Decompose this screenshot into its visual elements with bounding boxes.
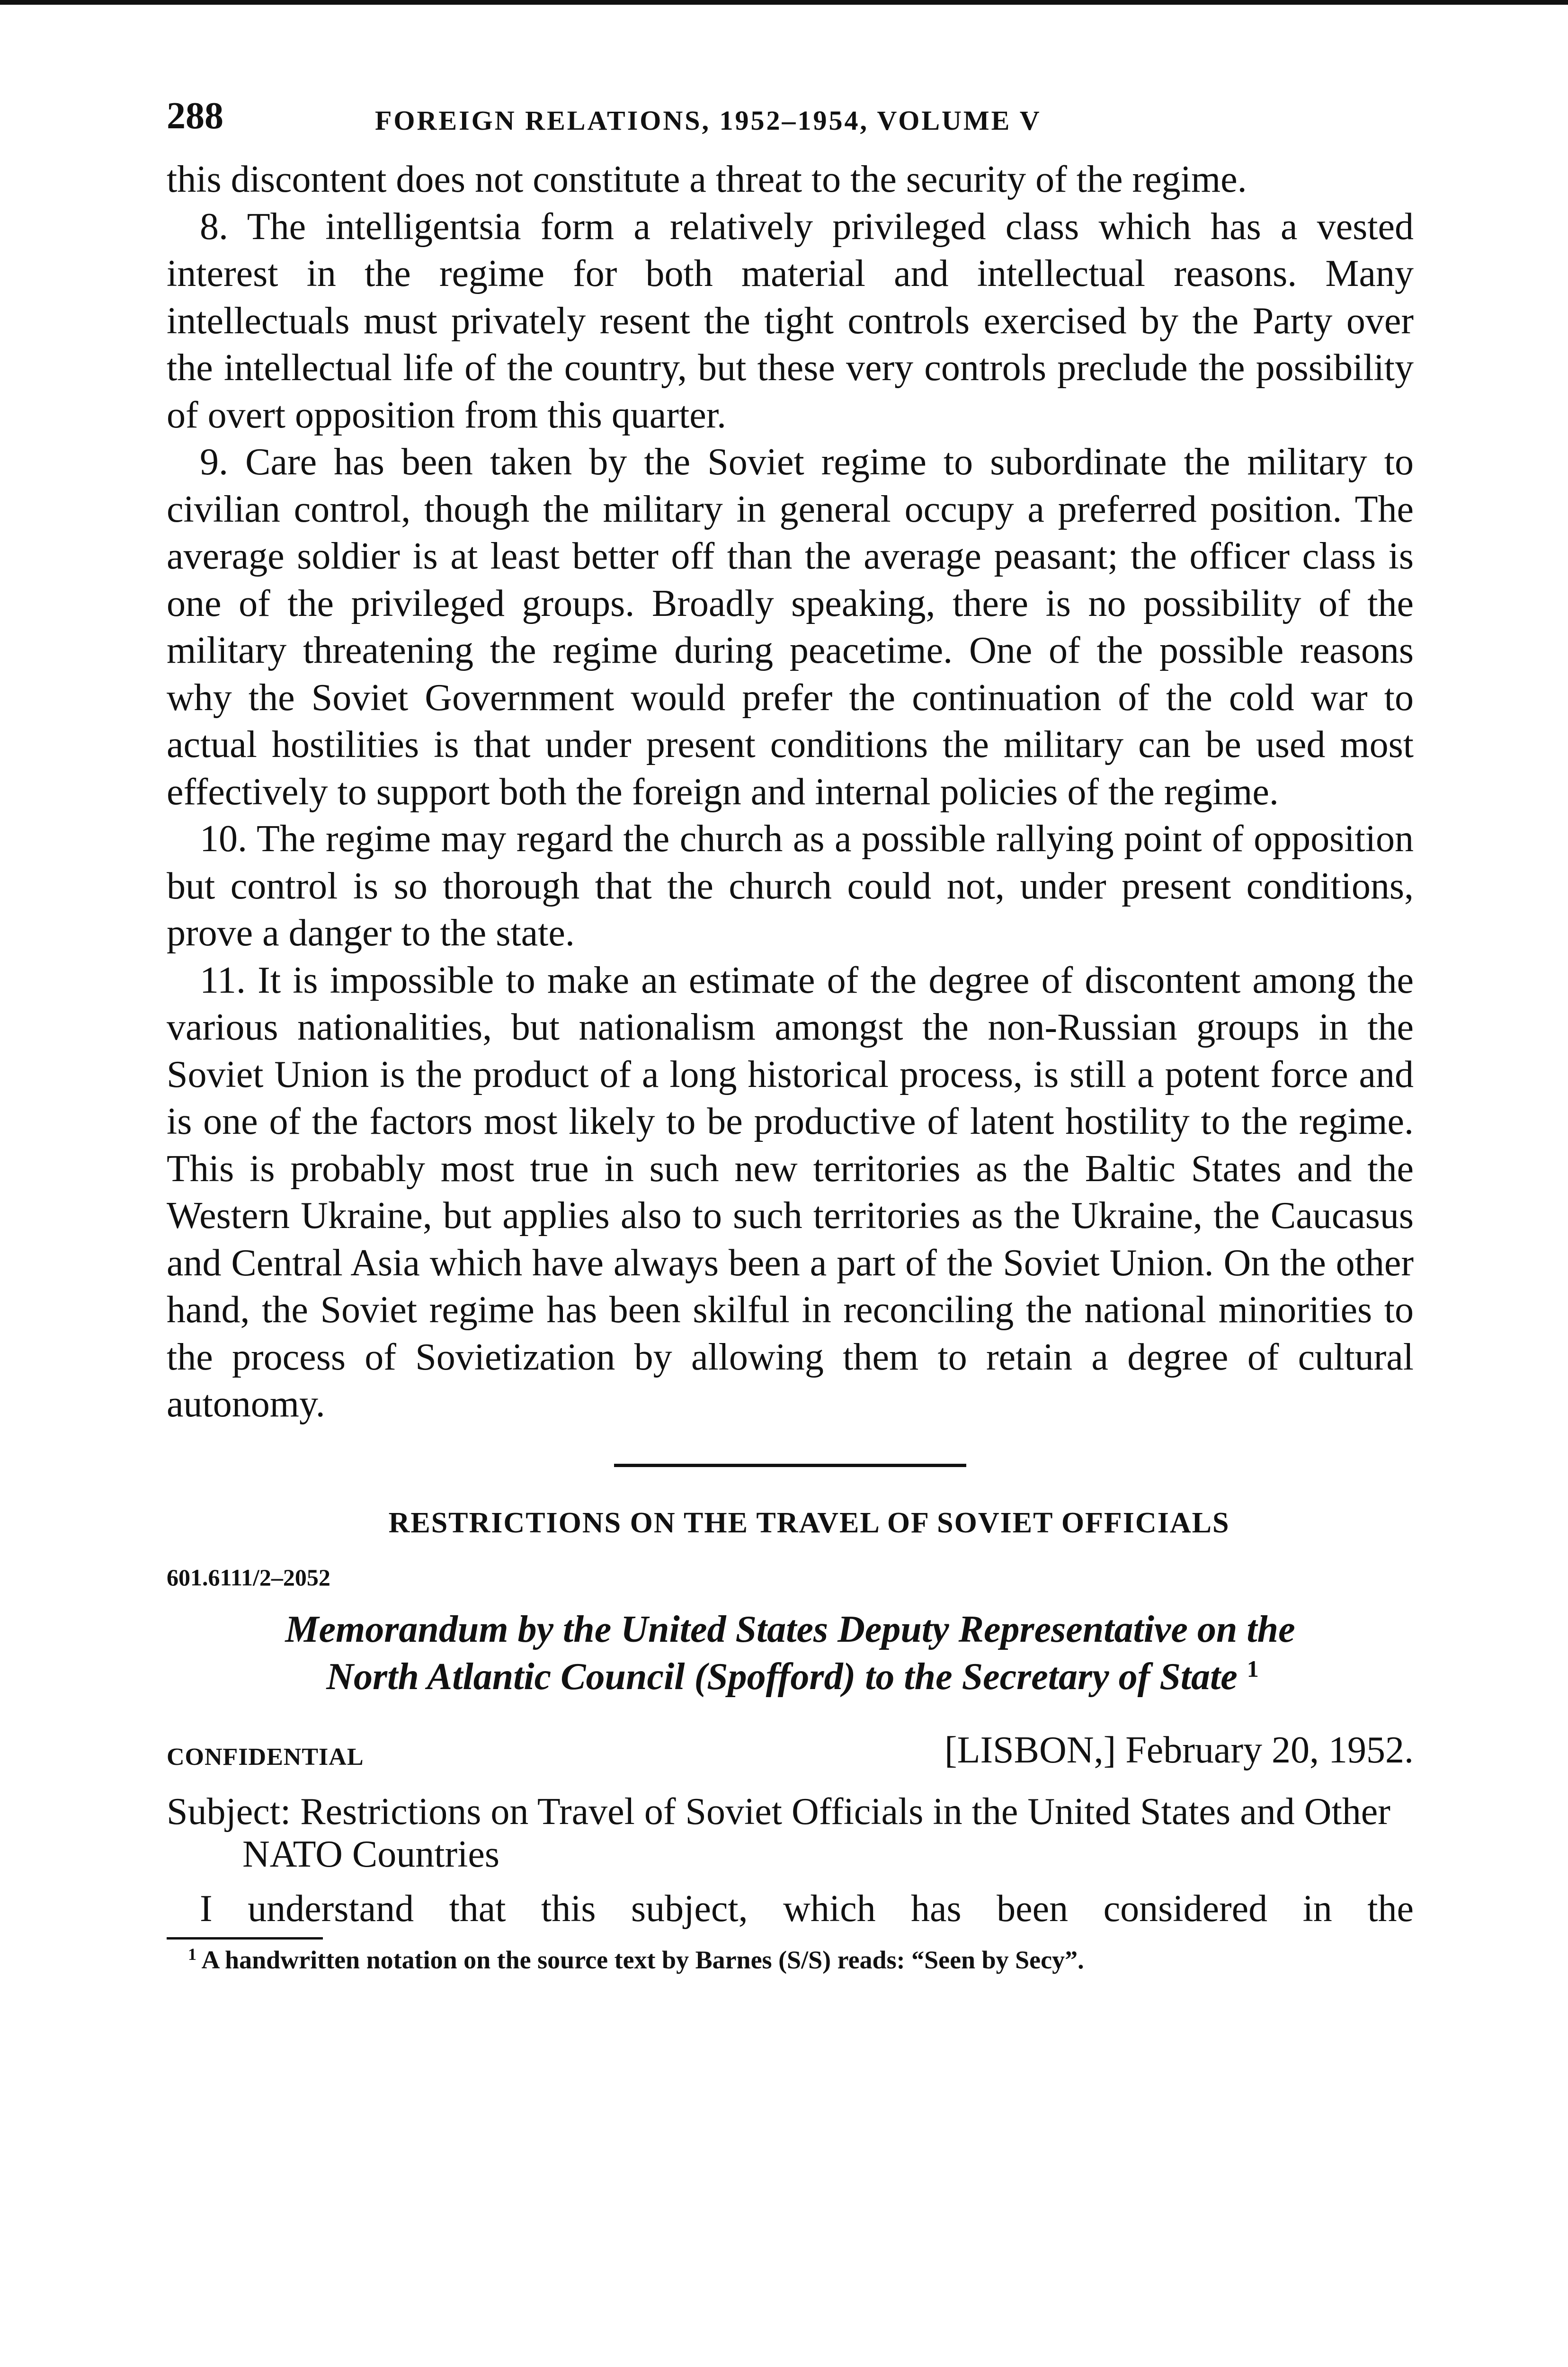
document-title-line-1: Memorandum by the United States Deputy Representative on the <box>285 1608 1295 1650</box>
paragraph-8: 8. The intelligentsia form a relatively privileged class which has a vested interest in the regime for both material and intellectual reasons. Many intellectuals must privately resent the tight controls exercised by the Party over the intellectual life of the country, but these very controls preclude the possibility of overt opposition from this quarter. <box>167 205 1414 436</box>
dateline <box>167 1729 1414 1781</box>
top-edge-rule <box>0 0 1568 5</box>
classification-label: CONFIDENTIAL <box>167 1743 364 1771</box>
footnote-rule <box>167 1937 323 1940</box>
footnote <box>167 1944 1414 1975</box>
paragraph-continued: this discontent does not constitute a threat to the security of the regime. <box>167 159 1247 200</box>
footnote-text: A handwritten notation on the source text by Barnes (S/S) reads: “Seen by Secy”. <box>201 1945 1084 1974</box>
date-place: [LISBON,] February 20, 1952. <box>944 1729 1414 1771</box>
memo-opening-line: I understand that this subject, which has been considered in the <box>200 1887 1414 1930</box>
section-heading: RESTRICTIONS ON THE TRAVEL OF SOVIET OFFICIALS <box>388 1506 1230 1539</box>
body-text <box>167 156 1414 1428</box>
subject-line: Subject: Restrictions on Travel of Soviet Officials in the United States and Other NATO Countries <box>167 1790 1390 1875</box>
separator-rule <box>614 1464 966 1467</box>
paragraph-9: 9. Care has been taken by the Soviet regime to subordinate the military to civilian control, though the military in general occupy a preferred position. The average soldier is at least better off than the average peasant; the officer class is one of the privileged groups. Broadly speaking, there is no possibility of the military threatening the regime during peacetime. One of the possible reasons why the Soviet Government would prefer the continuation of the cold war to actual hostilities is that under present conditions the military can be used most effectively to support both the foreign and internal policies of the regime. <box>167 441 1414 813</box>
running-head <box>167 85 1414 156</box>
footnote-marker: 1 <box>188 1944 196 1964</box>
paragraph-10: 10. The regime may regard the church as a possible rallying point of opposition but control is so thorough that the church could not, under present conditions, prove a danger to the state. <box>167 818 1414 954</box>
running-title: FOREIGN RELATIONS, 1952–1954, VOLUME V <box>375 105 1042 136</box>
document-title <box>167 1606 1414 1700</box>
document-file-number: 601.6111/2–2052 <box>167 1564 330 1591</box>
document-page <box>167 85 1414 1975</box>
page-number: 288 <box>167 95 223 137</box>
section-divider <box>167 1428 1414 1504</box>
document-title-line-2: North Atlantic Council (Spofford) to the Secretary of State <box>326 1655 1238 1698</box>
footnote-reference: 1 <box>1247 1655 1259 1682</box>
paragraph-11: 11. It is impossible to make an estimate of the degree of discontent among the various nationalities, but nationalism amongst the non-Russian groups in the Soviet Union is the product of a long historical process, is still a potent force and is one of the factors most likely to be productive of latent hostility to the regime. This is probably most true in such new territories as the Baltic States and the Western Ukraine, but applies also to such territories as the Ukraine, the Caucasus and Central Asia which have always been a part of the Soviet Union. On the other hand, the Soviet regime has been skilful in reconciling the national minorities to the process of Sovietization by allowing them to retain a degree of cultural autonomy. <box>167 959 1414 1425</box>
